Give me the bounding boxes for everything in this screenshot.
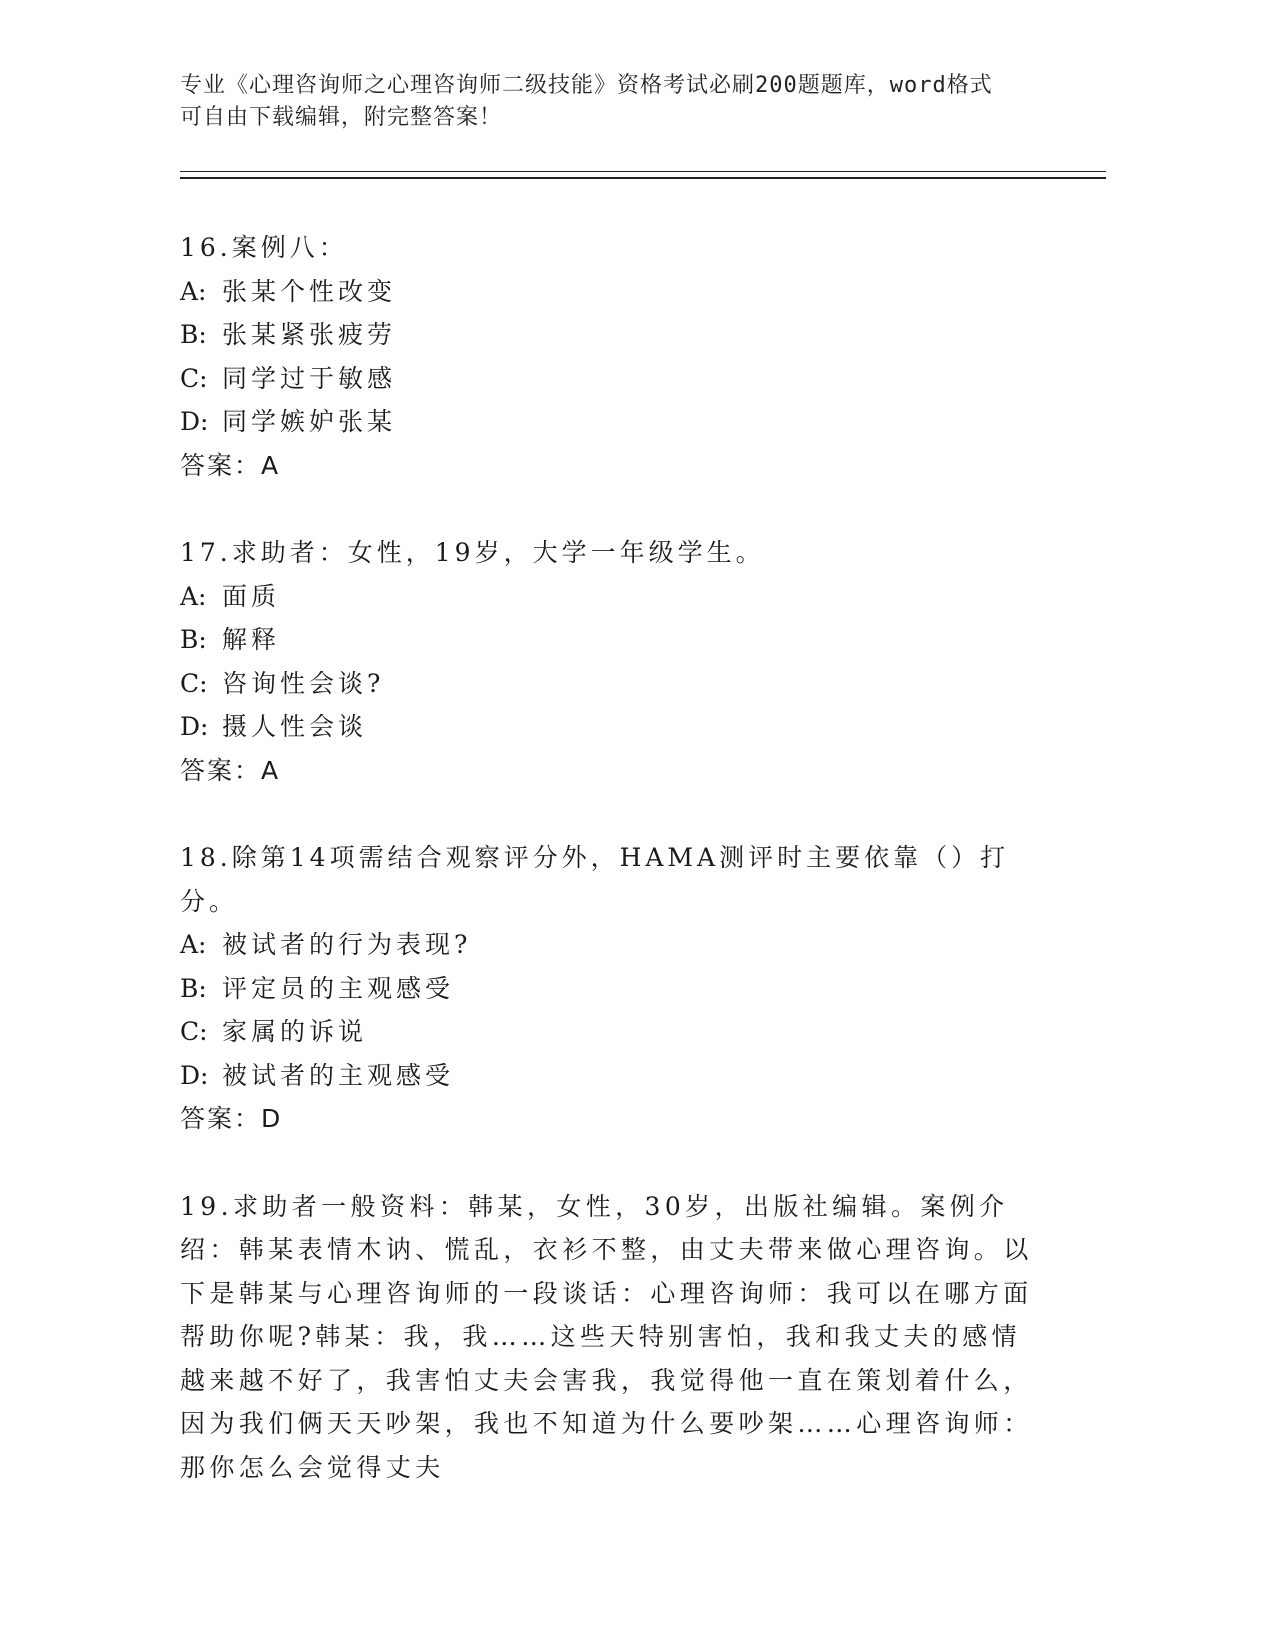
- question-18: [180, 836, 1050, 1141]
- option-text: 摄人性会谈: [222, 712, 368, 741]
- option-c: [180, 662, 1050, 706]
- option-c: [180, 1010, 1050, 1054]
- option-text: 同学嫉妒张某: [222, 407, 397, 436]
- header-line-1: 专业《心理咨询师之心理咨询师二级技能》资格考试必刷200题题库，word格式: [180, 73, 993, 98]
- question-title: 17.求助者：女性，19岁，大学一年级学生。: [180, 538, 765, 567]
- option-text: 张某紧张疲劳: [222, 320, 397, 349]
- option-a: [180, 575, 1050, 619]
- option-text: 家属的诉说: [222, 1017, 368, 1046]
- option-text: 咨询性会谈?: [222, 668, 385, 698]
- question-19: [180, 1185, 1050, 1490]
- option-letter: D:: [180, 712, 209, 741]
- question-16: [180, 226, 1050, 487]
- header-line-2: 可自由下载编辑，附完整答案！: [180, 105, 503, 130]
- option-letter: A:: [180, 581, 207, 611]
- option-text: 被试者的行为表现?: [222, 930, 472, 959]
- option-letter: D:: [180, 1060, 209, 1090]
- answer: 答案：A: [180, 450, 281, 480]
- option-text: 被试者的主观感受: [222, 1060, 455, 1090]
- option-d: [180, 1054, 1050, 1098]
- option-text: 张某个性改变: [222, 276, 397, 306]
- option-letter: C:: [180, 1017, 208, 1046]
- option-c: [180, 357, 1050, 401]
- option-text: 评定员的主观感受: [222, 973, 455, 1003]
- option-letter: D:: [180, 407, 209, 436]
- option-a: [180, 923, 1050, 967]
- option-letter: A:: [180, 930, 207, 959]
- option-d: [180, 400, 1050, 444]
- question-list: [180, 226, 1050, 1533]
- question-title: 19.求助者一般资料：韩某，女性，30岁，出版社编辑。案例介绍：韩某表情木讷、慌乱，衣衫不整，由丈夫带来做心理咨询。以下是韩某与心理咨询师的一段谈话：心理咨询师：我可以在哪方面帮助你呢?韩某：我，我……这些天特别害怕，我和我丈夫的感情越来越不好了，我害怕丈夫会害我，我觉得他一直在策划着什么，因为我们俩天天吵架，我也不知道为什么要吵架……心理咨询师：那你怎么会觉得丈夫: [180, 1191, 1033, 1482]
- option-text: 解释: [222, 625, 281, 654]
- option-b: [180, 618, 1050, 662]
- option-letter: B:: [180, 973, 207, 1003]
- answer: 答案：D: [180, 1104, 283, 1133]
- option-letter: C:: [180, 668, 208, 698]
- option-b: [180, 967, 1050, 1011]
- option-a: [180, 270, 1050, 314]
- question-17: [180, 531, 1050, 792]
- question-title: 18.除第14项需结合观察评分外，HAMA测评时主要依靠（）打分。: [180, 843, 1010, 916]
- option-letter: C:: [180, 363, 208, 393]
- option-text: 面质: [222, 581, 281, 611]
- option-letter: B:: [180, 320, 207, 349]
- option-d: [180, 705, 1050, 749]
- option-b: [180, 313, 1050, 357]
- option-letter: B:: [180, 625, 207, 654]
- document-header: [180, 70, 1040, 134]
- option-text: 同学过于敏感: [222, 363, 397, 393]
- answer: 答案：A: [180, 755, 281, 785]
- header-divider: [180, 171, 1106, 179]
- question-title: 16.案例八：: [180, 233, 348, 262]
- option-letter: A:: [180, 276, 207, 306]
